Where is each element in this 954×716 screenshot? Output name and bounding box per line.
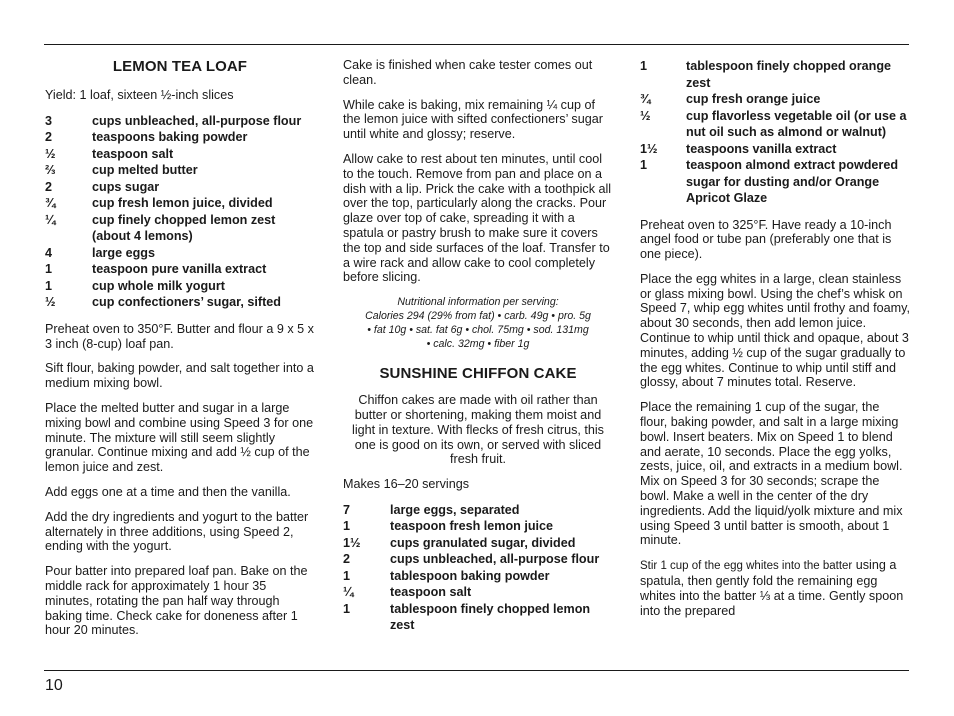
bottom-rule [44, 670, 909, 671]
page-number: 10 [45, 677, 63, 694]
instruction-continuation: using a spatula, then gently fold the remaining egg whites into the batter ⅓ at a time. Gently spoon into the prepared [640, 558, 904, 618]
ingredient-row [45, 245, 315, 262]
ingredient-desc: cup flavorless vegetable oil (or use a nut oil such as almond or walnut) [686, 108, 907, 139]
ingredient-desc: large eggs, separated [390, 502, 520, 517]
servings-text: Makes 16–20 servings [343, 477, 470, 492]
ingredient-row [45, 129, 315, 146]
ingredient-row [640, 58, 910, 91]
ingredient-qty: ¼ [45, 212, 56, 227]
ingredient-desc: cups granulated sugar, divided [390, 535, 576, 550]
ingredient-qty: 7 [343, 502, 351, 517]
ingredient-qty: ½ [45, 146, 56, 161]
nutrition-line: • calc. 32mg • fiber 1g [426, 338, 530, 351]
ingredient-desc: large eggs [92, 245, 155, 260]
instruction-paragraph: Add the dry ingredients and yogurt to the batter alternately in three additions, using Speed 2, ending with the yogurt. [45, 509, 309, 554]
ingredient-qty: 1 [45, 262, 53, 277]
instruction-paragraph: Add eggs one at a time and then the vanilla. [45, 484, 291, 499]
ingredient-row [45, 195, 315, 212]
ingredient-qty: ½ [45, 295, 56, 310]
ingredient-qty: ½ [640, 108, 651, 123]
ingredient-qty: 3 [45, 113, 53, 128]
ingredient-qty: 1 [343, 568, 351, 583]
yield-text: Yield: 1 loaf, sixteen ½-inch slices [45, 88, 234, 102]
ingredient-desc: teaspoon almond extract powdered sugar for dusting and/or Orange Apricot Glaze [686, 158, 899, 205]
ingredient-desc: cup fresh lemon juice, divided [92, 196, 273, 211]
ingredient-qty: 1 [640, 158, 648, 172]
recipe-intro: Chiffon cakes are made with oil rather than butter or shortening, making them moist and light in texture. With flecks of fresh citrus, this one is good on its own, or served with sliced fresh fruit. [352, 393, 604, 467]
column-1 [45, 58, 315, 648]
ingredient-row [45, 212, 315, 245]
ingredient-row [640, 157, 910, 207]
ingredient-qty: 1½ [343, 535, 361, 550]
nutrition-line: • fat 10g • sat. fat 6g • chol. 75mg • sod. 131mg [367, 324, 589, 337]
ingredient-list [343, 502, 613, 634]
ingredient-desc: teaspoon salt [390, 585, 472, 600]
nutrition-heading: Nutritional information per serving: [397, 296, 559, 309]
nutrition-info [343, 295, 613, 351]
ingredient-desc: cup whole milk yogurt [92, 278, 225, 293]
ingredient-row [343, 535, 613, 552]
ingredient-desc: cups unbleached, all-purpose flour [92, 113, 302, 128]
nutrition-line: Calories 294 (29% from fat) • carb. 49g • pro. 5g [365, 310, 591, 323]
ingredient-desc: teaspoon fresh lemon juice [390, 519, 554, 534]
recipe-title: LEMON TEA LOAF [112, 58, 248, 75]
ingredient-row [45, 162, 315, 179]
column-3 [640, 58, 910, 628]
ingredient-desc: cup confectioners’ sugar, sifted [92, 295, 281, 310]
ingredient-qty: ¾ [640, 92, 651, 106]
ingredient-qty: 2 [45, 179, 53, 194]
column-2 [343, 58, 613, 645]
ingredient-qty: ⅔ [45, 163, 56, 178]
ingredient-row [343, 551, 613, 568]
ingredient-desc: cup melted butter [92, 163, 198, 178]
ingredient-row [45, 146, 315, 163]
ingredient-row [640, 108, 910, 141]
ingredient-qty: ¾ [45, 196, 56, 211]
ingredient-qty: 2 [343, 552, 351, 567]
recipe-title: SUNSHINE CHIFFON CAKE [379, 365, 577, 383]
ingredient-desc: teaspoons vanilla extract [686, 141, 837, 156]
instruction-paragraph: While cake is baking, mix remaining ¼ cup of the lemon juice with sifted confectioners’ sugar until white and glossy; reserve. [343, 97, 603, 142]
ingredient-qty: 4 [45, 245, 53, 260]
ingredient-qty: 1 [343, 601, 351, 616]
ingredient-row [640, 141, 910, 158]
ingredient-list [45, 113, 315, 311]
ingredient-qty: 1½ [640, 141, 658, 156]
instruction-paragraph: Allow cake to rest about ten minutes, until cool to the touch. Remove from pan and place on a dish with a lip. Prick the cake with a toothpick all over the top, particularly along the cracks. Pour glaze over top of cake, spreading it with a spatula or pastry brush to make sure it covers the top and side surfaces of the loaf. Transfer to a wire rack and allow cake to cool completely before slicing. [343, 151, 612, 285]
ingredient-desc: cups sugar [92, 179, 160, 194]
ingredient-row [343, 518, 613, 535]
ingredient-qty: 1 [640, 59, 648, 73]
ingredient-row [640, 91, 910, 108]
ingredient-desc: teaspoon salt [92, 146, 174, 161]
instruction-lead: Stir 1 cup of the egg whites into the batter [640, 560, 853, 573]
ingredient-row [343, 584, 613, 601]
instruction-paragraph: Pour batter into prepared loaf pan. Bake on the middle rack for approximately 1 hour 35 minutes, rotating the pan half way through baking time. Check cake for doneness after 1 hour 20 minutes. [45, 564, 308, 638]
instruction-paragraph: Preheat oven to 325°F. Have ready a 10-inch angel food or tube pan (preferably one that is one piece). [640, 217, 892, 262]
ingredient-qty: 1 [45, 278, 53, 293]
ingredient-qty: ¼ [343, 585, 354, 600]
instruction-paragraph: Cake is finished when cake tester comes out clean. [343, 58, 593, 87]
instruction-paragraph: Place the remaining 1 cup of the sugar, the flour, baking powder, and salt in a large mixing bowl. Insert beaters. Mix on Speed 1 to blend and aerate, 10 seconds. Place the egg yolks, zests, juice, oil, and extracts in a medium bowl. Mix on Speed 3 for 30 seconds; scrape the bowl. Make a well in the center of the dry ingredients. Add the liquid/yolk mixture and mix using Speed 3 until batter is smooth, about 1 minute. [640, 400, 903, 548]
instruction-paragraph: Sift flour, baking powder, and salt together into a medium mixing bowl. [45, 361, 314, 391]
ingredient-desc: tablespoon finely chopped lemon zest [390, 601, 591, 633]
ingredient-desc: cup fresh orange juice [686, 92, 821, 106]
ingredient-desc: tablespoon baking powder [390, 568, 550, 583]
ingredient-desc: tablespoon finely chopped orange zest [686, 59, 892, 90]
ingredient-desc: teaspoon pure vanilla extract [92, 262, 267, 277]
ingredient-row [343, 601, 613, 634]
ingredient-qty: 1 [343, 519, 351, 534]
ingredient-row [45, 179, 315, 196]
ingredient-row [45, 261, 315, 278]
ingredient-row [343, 568, 613, 585]
ingredient-desc: cup finely chopped lemon zest (about 4 lemons) [92, 212, 276, 244]
ingredient-row [343, 502, 613, 519]
ingredient-row [45, 113, 315, 130]
ingredient-list [640, 58, 910, 207]
ingredient-desc: cups unbleached, all-purpose flour [390, 552, 600, 567]
ingredient-desc: teaspoons baking powder [92, 130, 248, 145]
ingredient-row [45, 294, 315, 311]
ingredient-qty: 2 [45, 130, 53, 145]
top-rule [44, 44, 909, 45]
instruction-paragraph [640, 558, 910, 618]
instruction-paragraph: Place the melted butter and sugar in a large mixing bowl and combine using Speed 3 for one minute. The mixture will still seem slightly granular. Continue mixing and add ½ cup of the lemon juice and zest. [45, 400, 314, 475]
instruction-paragraph: Preheat oven to 350°F. Butter and flour a 9 x 5 x 3 inch (8-cup) loaf pan. [45, 321, 314, 351]
ingredient-row [45, 278, 315, 295]
instruction-paragraph: Place the egg whites in a large, clean stainless or glass mixing bowl. Using the chef’s whisk on Speed 7, whip egg whites until frothy and foamy, about 30 seconds, then add lemon juice. Continue to whip until thick and opaque, about 3 minutes, adding ½ cup of the sugar gradually to the egg whites. Continue to whip until stiff and glossy, about 7 minutes total. Reserve. [640, 271, 910, 390]
